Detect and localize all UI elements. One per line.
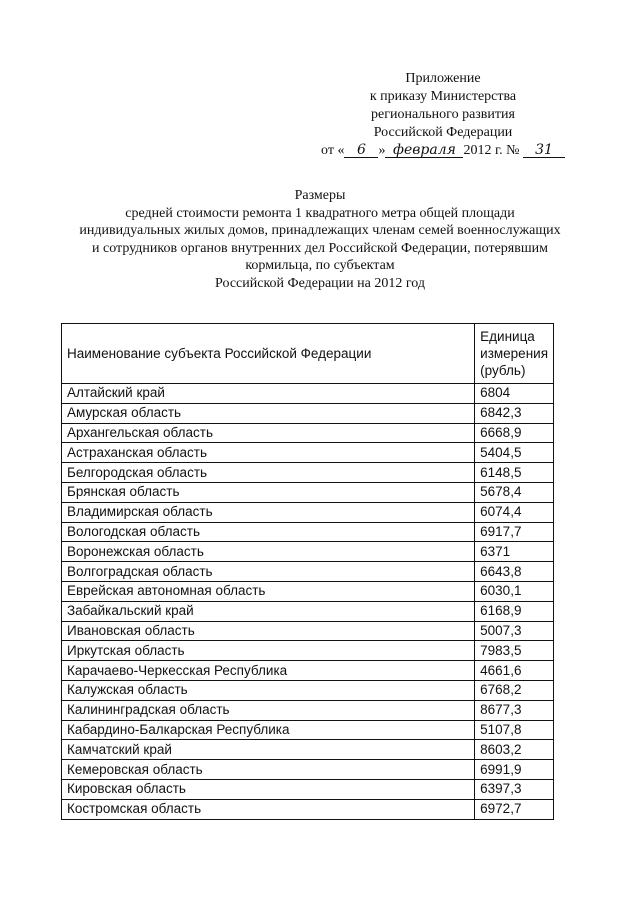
table-row (62, 502, 554, 522)
cost-value-cell: 6991,9 (475, 760, 554, 780)
table-row (62, 443, 554, 463)
table-row (62, 740, 554, 760)
region-name-cell: Амурская область (62, 403, 475, 423)
region-name-cell: Еврейская автономная область (62, 581, 475, 601)
region-name-cell: Алтайский край (62, 384, 475, 404)
column-header-region: Наименование субъекта Российской Федерации (62, 324, 475, 384)
cost-value-cell: 5007,3 (475, 621, 554, 641)
region-name-cell: Карачаево-Черкесская Республика (62, 661, 475, 681)
title-line: средней стоимости ремонта 1 квадратного метра общей площади (125, 205, 515, 221)
cost-value-cell: 8677,3 (475, 700, 554, 720)
handwritten-day: 6 (344, 143, 378, 158)
cost-value-cell: 5678,4 (475, 482, 554, 502)
ministry-line: регионального развития (371, 107, 515, 122)
cost-value-cell: 6972,7 (475, 799, 554, 819)
region-name-cell: Воронежская область (62, 542, 475, 562)
cost-value-cell: 6168,9 (475, 601, 554, 621)
cost-value-cell: 8603,2 (475, 740, 554, 760)
table-row (62, 760, 554, 780)
title-line: кормильца, по субъектам (245, 258, 395, 273)
handwritten-month: февраля (385, 143, 463, 158)
table-row (62, 680, 554, 700)
region-name-cell: Архангельская область (62, 423, 475, 443)
table-row (62, 581, 554, 601)
region-name-cell: Астраханская область (62, 443, 475, 463)
table-header-row (62, 324, 554, 384)
cost-value-cell: 4661,6 (475, 661, 554, 681)
cost-value-cell: 5404,5 (475, 443, 554, 463)
region-name-cell: Кабардино-Балкарская Республика (62, 720, 475, 740)
appendix-header (318, 70, 568, 160)
region-name-cell: Волгоградская область (62, 562, 475, 582)
cost-value-cell: 6668,9 (475, 423, 554, 443)
table-row (62, 601, 554, 621)
table-row (62, 522, 554, 542)
cost-value-cell: 6074,4 (475, 502, 554, 522)
table-row (62, 403, 554, 423)
column-header-unit (475, 324, 554, 384)
unit-header-line: измерения (480, 346, 548, 361)
cost-value-cell: 6842,3 (475, 403, 554, 423)
cost-value-cell: 6371 (475, 542, 554, 562)
cost-value-cell: 6804 (475, 384, 554, 404)
table-row (62, 463, 554, 483)
region-name-cell: Калининградская область (62, 700, 475, 720)
regions-cost-table (61, 323, 554, 820)
table-row (62, 384, 554, 404)
table-row (62, 562, 554, 582)
date-suffix: 2012 г. № (463, 143, 520, 158)
handwritten-order-number: 31 (523, 143, 565, 158)
table-body (62, 384, 554, 820)
table-row (62, 661, 554, 681)
region-name-cell: Костромская область (62, 799, 475, 819)
region-name-cell: Иркутская область (62, 641, 475, 661)
order-date-line (318, 142, 568, 160)
region-name-cell: Брянская область (62, 482, 475, 502)
appendix-label: Приложение (405, 71, 481, 86)
title-line: индивидуальных жилых домов, принадлежащих членам семей военнослужащих (79, 223, 561, 238)
table-row (62, 542, 554, 562)
region-name-cell: Кемеровская область (62, 760, 475, 780)
date-mid: » (378, 143, 386, 158)
table-row (62, 621, 554, 641)
table-row (62, 700, 554, 720)
title-line: и сотрудников органов внутренних дел Российской Федерации, потерявшим (92, 240, 548, 256)
table-row (62, 720, 554, 740)
cost-value-cell: 6030,1 (475, 581, 554, 601)
table-row (62, 779, 554, 799)
table-row (62, 423, 554, 443)
cost-value-cell: 6768,2 (475, 680, 554, 700)
document-title (30, 187, 610, 292)
order-reference-line: к приказу Министерства (369, 89, 517, 104)
region-name-cell: Ивановская область (62, 621, 475, 641)
table-row (62, 799, 554, 819)
cost-value-cell: 6643,8 (475, 562, 554, 582)
federation-line: Российской Федерации (373, 125, 513, 140)
table-row (62, 641, 554, 661)
table-row (62, 482, 554, 502)
cost-value-cell: 7983,5 (475, 641, 554, 661)
date-prefix: от « (321, 143, 345, 158)
region-name-cell: Забайкальский край (62, 601, 475, 621)
cost-value-cell: 6917,7 (475, 522, 554, 542)
unit-header-line: Единица (480, 329, 535, 344)
cost-value-cell: 6148,5 (475, 463, 554, 483)
title-line: Российской Федерации на 2012 год (215, 275, 425, 291)
title-line: Размеры (294, 188, 346, 203)
region-name-cell: Камчатский край (62, 740, 475, 760)
cost-value-cell: 5107,8 (475, 720, 554, 740)
region-name-cell: Калужская область (62, 680, 475, 700)
cost-value-cell: 6397,3 (475, 779, 554, 799)
region-name-cell: Кировская область (62, 779, 475, 799)
unit-header-line: (рубль) (480, 363, 526, 378)
region-name-cell: Владимирская область (62, 502, 475, 522)
region-name-cell: Вологодская область (62, 522, 475, 542)
region-name-cell: Белгородская область (62, 463, 475, 483)
